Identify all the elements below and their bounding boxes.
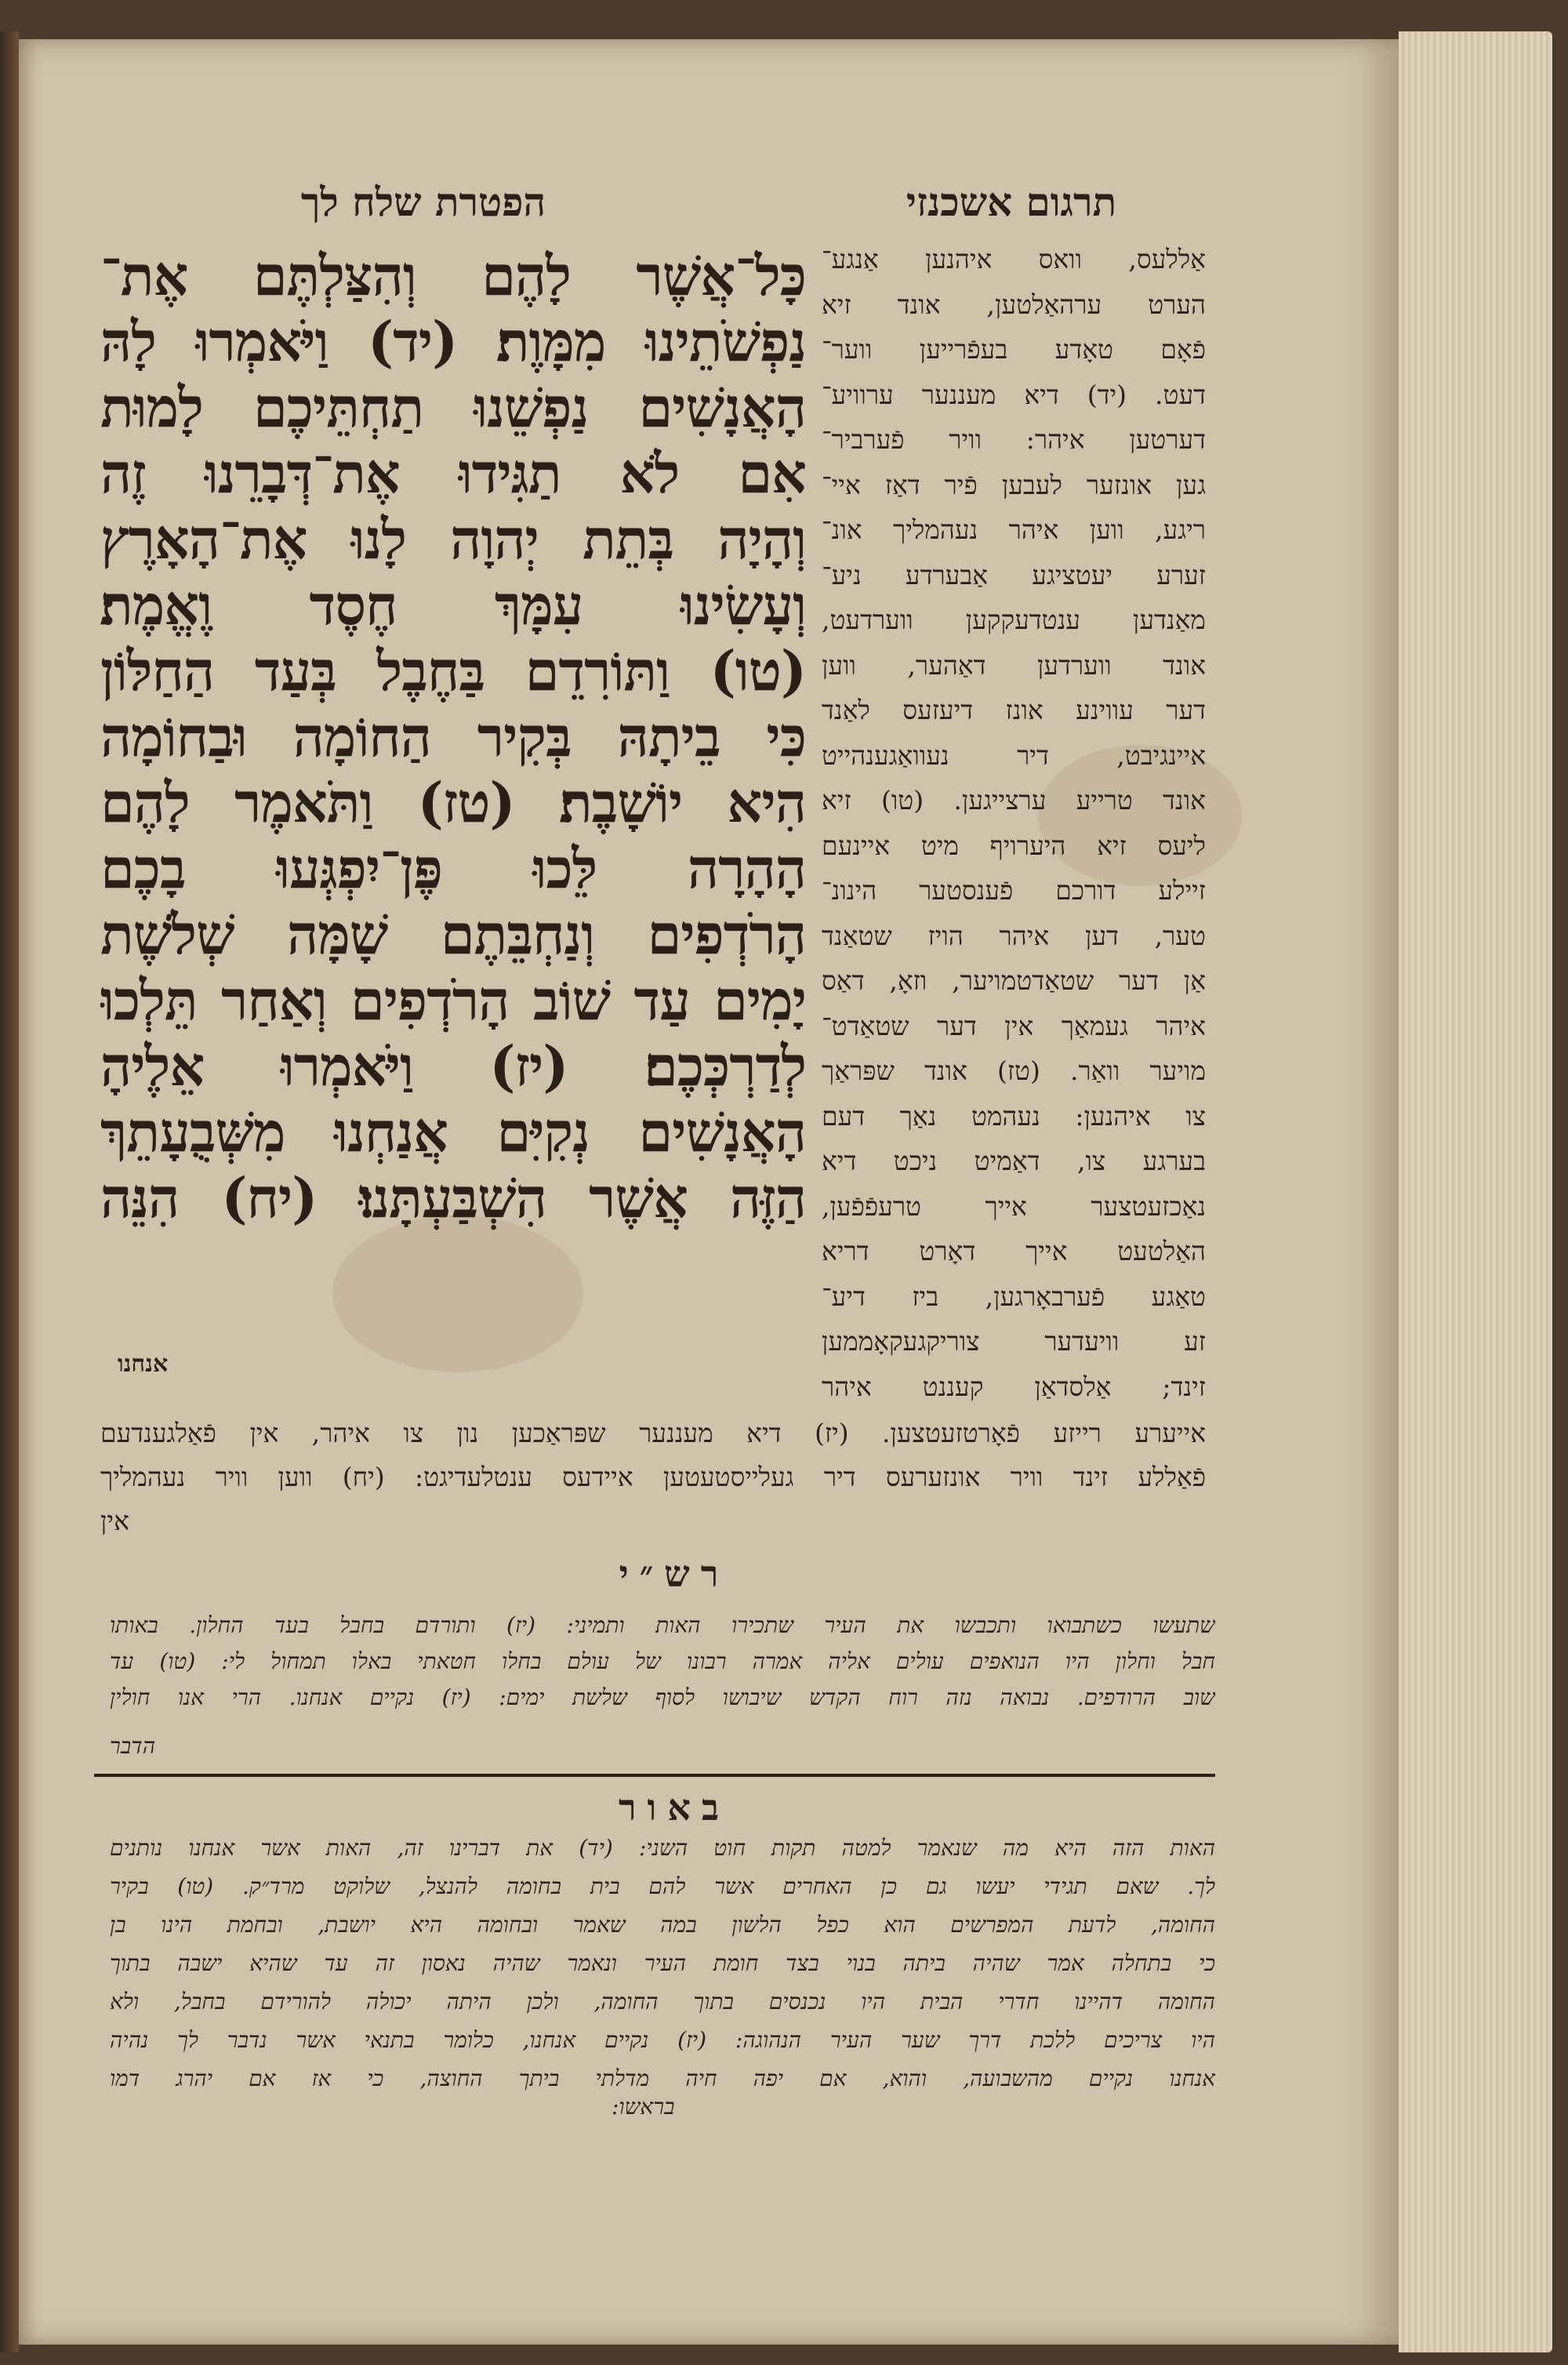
hebrew-line: יָמִים עַד שׁוֹב הָרֹדְפִים וְאַחַר תֵּלְכוּ — [100, 968, 806, 1033]
translation-line: גען אונזער לעבען פֿיר דאַז איי־ — [822, 469, 1206, 500]
biur-tail: בראשו: — [612, 2094, 675, 2120]
hebrew-text-column — [100, 243, 806, 1231]
hebrew-line: כָּל־אֲשֶׁר לָהֶם וְהִצַּלְתֶּם אֶת־ — [100, 243, 806, 308]
rashi-title: רש״י — [619, 1553, 730, 1595]
translation-wide-block — [100, 1411, 1206, 1543]
translation-line: אייערע רייזע פֿאָרטזעטצען. (יז) דיא מעננער שפּראַכען נון צו איהר, אין פֿאַלגענדעם — [100, 1418, 1206, 1448]
translation-line: הערט ערהאַלטען, אונד זיא — [822, 289, 1206, 320]
hebrew-line: אִם לֹא תַגִּידוּ אֶת־דְּבָרֵנוּ זֶה — [100, 441, 806, 506]
page-fore-edge — [1399, 31, 1552, 2352]
catchword: אנחנו — [118, 1350, 169, 1378]
translation-line: נאַכזעטצער אייך טרעפֿפֿען, — [822, 1190, 1206, 1222]
rashi-line: חבל וחלון היו הנואפים עולים אליה אמרה רבונו של עולם בחלו חטאתי באלו תמחול לי: (טו) עד — [110, 1648, 1215, 1674]
hebrew-line: וְעָשִׂינוּ עִמָּךְ חֶסֶד וֶאֱמֶת׃ — [100, 572, 806, 638]
translation-line: זיילע דורכם פֿענסטער הינונ־ — [822, 875, 1206, 906]
translation-line: זינד; אַלסדאַן קעננט איהר — [822, 1371, 1206, 1402]
biur-commentary — [110, 1829, 1215, 2098]
biur-line: כי בתחלה אמר שהיה ביתה בנוי בצד חומת העיר ונאמר שהיה נאסון זה עד שהיא ישבה בתוך — [110, 1950, 1215, 1976]
hebrew-line: (טו) וַתּוֹרִדֵם בַּחֶבֶל בְּעַד הַחַלּוֹן — [100, 638, 806, 703]
hebrew-line: וְהָיָה בְּתֵת יְהוָה לָנוּ אֶת־הָאָרֶץ — [100, 507, 806, 572]
translation-line: פֿאַללע זינד וויר אונזערעס דיר געלייסטעטען איידעס ענטלעדיגט: (יח) ווען וויר נעהמליך — [100, 1462, 1206, 1492]
translation-line: אַללעס, וואס איהנען אַנגע־ — [822, 244, 1206, 274]
translation-line: אין — [100, 1506, 129, 1536]
hebrew-line: לְדַרְכְּכֶם׃ (יז) וַיֹּאמְרוּ אֵלֶיהָ — [100, 1034, 806, 1099]
rashi-line: שוב הרודפים. נבואה נזה רוח הקדש שיבושו לסוף שלשת ימים: (יז) נקיים אנחנו. הרי אנו חולין — [110, 1684, 1215, 1710]
hebrew-line: הָהָרָה לֵּכוּ פֶּן־יִפְגְּעוּ בָכֶם — [100, 836, 806, 901]
section-divider — [94, 1774, 1215, 1777]
rashi-commentary — [110, 1608, 1215, 1716]
haftarah-header: הפטרת שלח לך — [300, 179, 546, 225]
translation-line: צו איהנען: נעהמט נאַך דעם — [822, 1100, 1206, 1132]
translation-line: דערטען איהר: וויר פֿערביר־ — [822, 424, 1206, 455]
hebrew-line: כִּי בֵיתָהּ בְּקִיר הַחוֹמָה וּבַחוֹמָה — [100, 704, 806, 769]
rashi-line: שתעשו כשתבואו ותכבשו את העיר שתכירו האות ותמיני: (יז) ותורדם בחבל בעד החלון. באותו — [110, 1612, 1215, 1638]
biur-line: היו צריכים ללכת דרך שער העיר הנהוגה: (יז) נקיים אנחנו, כלומר בתנאי אשר נדבר לך נהיה — [110, 2027, 1215, 2053]
translation-line: אונד ווערדען דאַהער, ווען — [822, 649, 1206, 681]
translation-header: תרגום אשכנזי — [906, 179, 1117, 225]
translation-line: דער עווינע אונז דיעזעס לאַנד — [822, 695, 1206, 725]
hebrew-line: נַפְשֹׁתֵינוּ מִמָּוֶת׃ (יד) וַיֹּאמְרוּ לָהּ — [100, 309, 806, 374]
book-spine-edge — [0, 31, 19, 2352]
translation-line: מויער וואַר. (טז) אונד שפּראַך — [822, 1055, 1206, 1086]
hebrew-line: הִיא יוֹשָׁבֶת׃ (טז) וַתֹּאמֶר לָהֶם — [100, 770, 806, 835]
biur-line: האות הזה היא מה שנאמר למטה תקות חוט השני: (יד) את דברינו זה, האות אשר אנחנו נותנים — [110, 1835, 1215, 1861]
translation-line: מאַנדען ענטדעקקען ווערדעט, — [822, 605, 1206, 635]
translation-line: איינגיבט, דיר נעוואַגענהייט — [822, 739, 1206, 771]
translation-line: ריגע, ווען איהר נעהמליך אונ־ — [822, 514, 1206, 545]
translation-line: זערע יעטציגע אַבערדע ניע־ — [822, 559, 1206, 590]
biur-line: לך. שאם תגידי יעשו גם כן האחרים אשר להם בית בחומה להנצל, שלוקט מרד״ק. (טו) בקיר — [110, 1873, 1215, 1899]
rashi-tail: הדבר — [110, 1733, 156, 1759]
translation-column — [822, 237, 1206, 1409]
translation-line: פֿאָם טאָדע בעפֿרייען ווער־ — [822, 334, 1206, 365]
biur-line: החומה דהיינו חדרי הבית היו נכנסים בתוך החומה, ולכן היתה יכולה להורידם בחבל, ולא — [110, 1989, 1215, 2014]
translation-line: טאַגע פֿערבאָרגען, ביז דיע־ — [822, 1281, 1206, 1312]
translation-line: בערגע צו, דאַמיט ניכט דיא — [822, 1146, 1206, 1176]
hebrew-line: הָאֲנָשִׁים נַפְשֵׁנוּ תַחְתֵּיכֶם לָמוּת — [100, 375, 806, 440]
biur-line: אנחנו נקיים מהשבועה, והוא, אם יפה חיה מדלתי ביתך החוצה, כי אז אם יהרג דמו — [110, 2065, 1215, 2091]
translation-line: ליעס זיא היערויף מיט איינעם — [822, 830, 1206, 861]
biur-line: החומה, לדעת המפרשים הוא כפל הלשון במה שאמר ובחומה היא יושבת, ובחמת הינו בן — [110, 1912, 1215, 1938]
translation-line: אַן דער שטאַדטמויער, וזאָ, דאַס — [822, 965, 1206, 996]
paper-stain — [332, 1215, 583, 1372]
translation-line: אונד טרייע ערצייגען. (טו) זיא — [822, 785, 1206, 816]
biur-title: באור — [618, 1786, 731, 1829]
translation-line: זע וויעדער צוריקגעקאָממען — [822, 1326, 1206, 1357]
translation-line: טער, דען איהר הויז שטאַנד — [822, 920, 1206, 951]
translation-line: האַלטעט אייך דאָרט דריא — [822, 1236, 1206, 1266]
translation-line: איהר געמאַך אין דער שטאַדט־ — [822, 1010, 1206, 1041]
hebrew-line: הָאֲנָשִׁים נְקִיִּם אֲנַחְנוּ מִשְּׁבֻעָתֵךְ — [100, 1099, 806, 1164]
translation-line: דעט. (יד) דיא מעננער ערוויע־ — [822, 379, 1206, 410]
hebrew-line: הַזֶּה אֲשֶׁר הִשְׁבַּעְתָּנוּ׃ (יח) הִנֵּה — [100, 1165, 806, 1230]
hebrew-line: הָרֹדְפִים וְנַחְבֵּתֶם שָׁמָּה שְׁלֹשֶׁת — [100, 902, 806, 967]
